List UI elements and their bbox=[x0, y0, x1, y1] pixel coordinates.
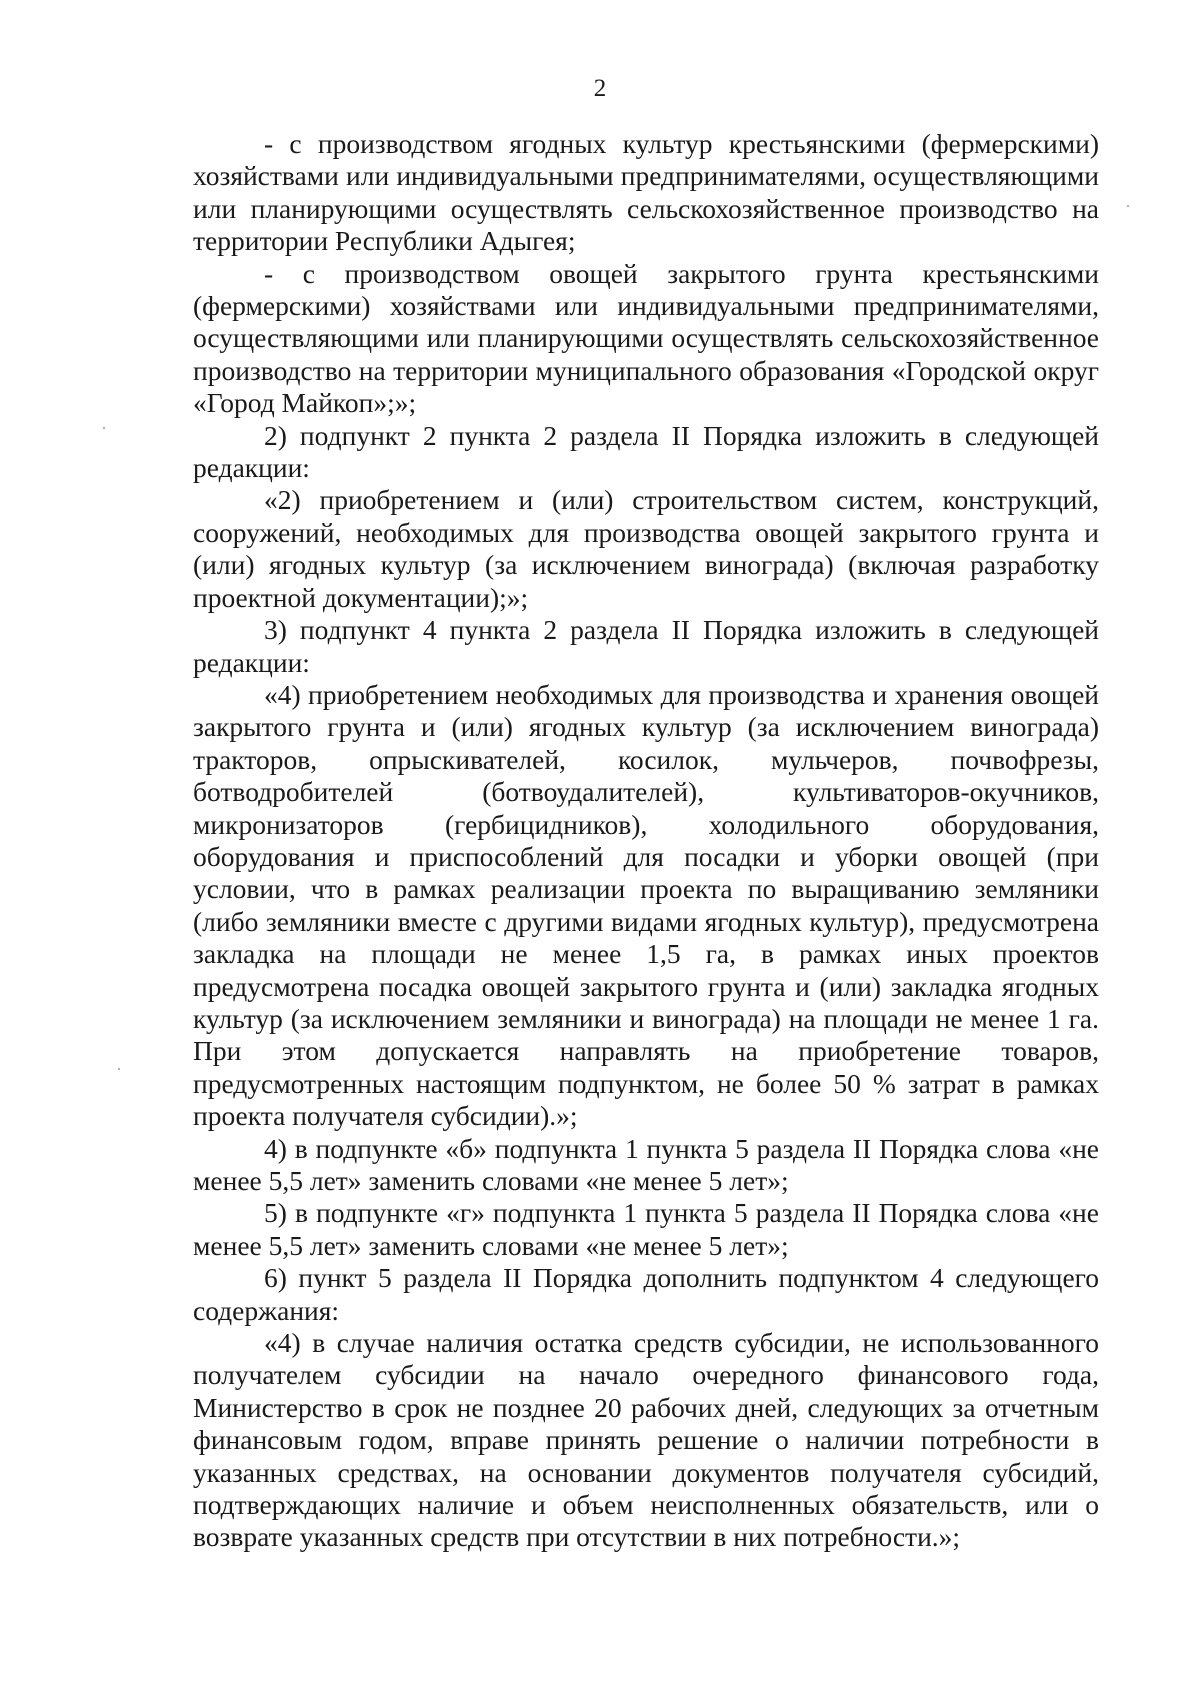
paragraph-quote-2: «2) приобретением и (или) строительством систем, конструкций, сооружений, необходимых для производства овощей закрытого грунта и (или) ягодных культур (за исключением винограда) (включая разработку проектной документации);»; bbox=[193, 484, 1099, 613]
paragraph-item-berries: - с производством ягодных культур крестьянскими (фермерскими) хозяйствами или индивидуальными предпринимателями, осуществляющими или планирующими осуществлять сельскохозяйственное производство на территории Республики Адыгея; bbox=[193, 128, 1099, 257]
paragraph-item-vegetables: - с производством овощей закрытого грунта крестьянскими (фермерскими) хозяйствами или индивидуальными предпринимателями, осуществляющими или планирующими осуществлять сельскохозяйственное производство на территории муниципального образования «Городской округ «Город Майкоп»;»; bbox=[193, 257, 1099, 419]
document-body bbox=[193, 128, 1099, 1554]
scan-speck bbox=[103, 427, 105, 429]
paragraph-quote-subpoint-4: «4) в случае наличия остатка средств субсидии, не использованного получателем субсидии на начало очередного финансового года, Министерство в срок не позднее 20 рабочих дней, следующих за отчетным финансовым годом, вправе принять решение о наличии потребности в указанных средствах, на основании документов получателя субсидий, подтверждающих наличие и объем неисполненных обязательств, или о возврате указанных средств при отсутствии в них потребности.»; bbox=[193, 1327, 1099, 1553]
paragraph-amendment-6: 6) пункт 5 раздела II Порядка дополнить подпунктом 4 следующего содержания: bbox=[193, 1262, 1099, 1326]
paragraph-quote-4: «4) приобретением необходимых для производства и хранения овощей закрытого грунта и (или) ягодных культур (за исключением винограда) тракторов, опрыскивателей, косилок, мульчеров, почвофрезы, ботводробителей (ботвоудалителей), культиваторов-окучников, микронизаторов (гербицидников), холодильного оборудования, оборудования и приспособлений для посадки и уборки овощей (при условии, что в рамках реализации проекта по выращиванию земляники (либо земляники вместе с другими видами ягодных культур), предусмотрена закладка на площади не менее 1,5 га, в рамках иных проектов предусмотрена посадка овощей закрытого грунта и (или) закладка ягодных культур (за исключением земляники и винограда) на площади не менее 1 га. При этом допускается направлять на приобретение товаров, предусмотренных настоящим подпунктом, не более 50 % затрат в рамках проекта получателя субсидии).»; bbox=[193, 678, 1099, 1132]
paragraph-amendment-2: 2) подпункт 2 пункта 2 раздела II Порядка изложить в следующей редакции: bbox=[193, 419, 1099, 484]
scan-speck bbox=[118, 1068, 120, 1070]
paragraph-amendment-3: 3) подпункт 4 пункта 2 раздела II Порядка изложить в следующей редакции: bbox=[193, 614, 1099, 678]
scan-speck bbox=[1127, 205, 1129, 207]
page-number: 2 bbox=[593, 75, 607, 102]
paragraph-amendment-5: 5) в подпункте «г» подпункта 1 пункта 5 раздела II Порядка слова «не менее 5,5 лет» заменить словами «не менее 5 лет»; bbox=[193, 1197, 1099, 1261]
paragraph-amendment-4: 4) в подпункте «б» подпункта 1 пункта 5 раздела II Порядка слова «не менее 5,5 лет» заменить словами «не менее 5 лет»; bbox=[193, 1132, 1099, 1196]
